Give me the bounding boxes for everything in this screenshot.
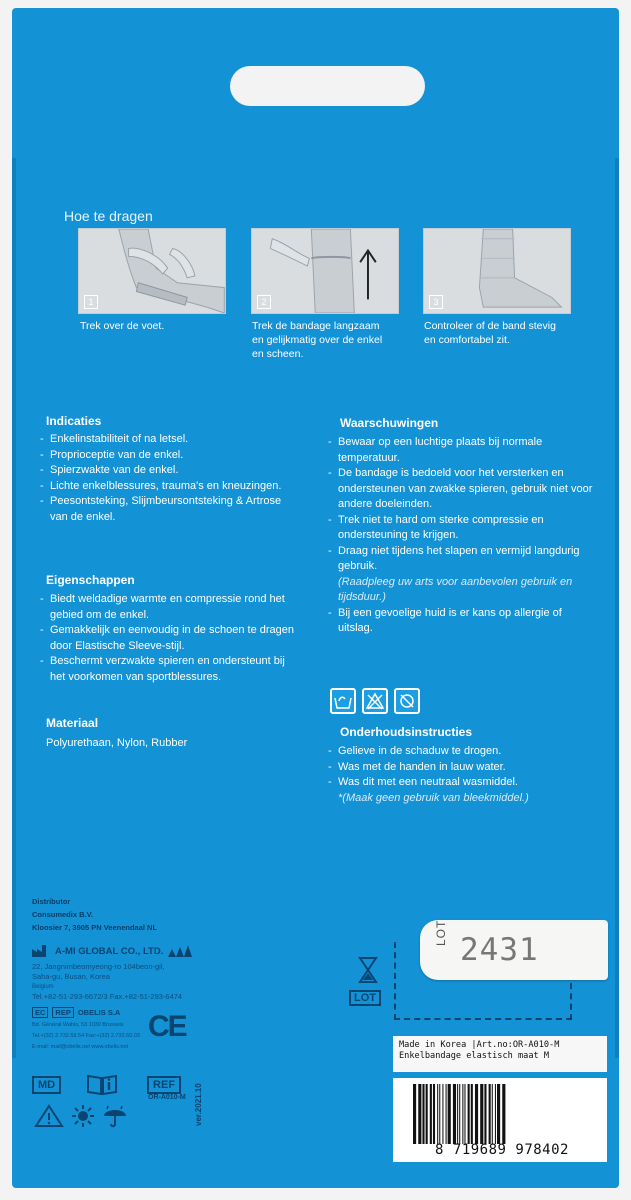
barcode-bar (502, 1084, 505, 1144)
sku-line-1: Made in Korea |Art.no:OR-A010-M (399, 1040, 560, 1050)
list-item: - Bij een gevoelige huid is er kans op allergie of uitslag. (328, 606, 596, 637)
barcode-bar (442, 1084, 443, 1144)
barcode-bar (471, 1084, 473, 1144)
version-label: ver.2021.10 (194, 1083, 203, 1126)
sku-line-2: Enkelbandage elastisch maat M (399, 1051, 550, 1061)
factory-icon (32, 945, 50, 957)
list-item: - Enkelinstabiliteit of na letsel. (40, 432, 295, 448)
barcode-bar (462, 1084, 463, 1144)
ec-label: EC (32, 1007, 48, 1018)
distributor-label: Distributor (32, 897, 71, 906)
ec-rep-line-3: E-mail: mail@obelis.net www.obelis.net (32, 1044, 129, 1050)
list-item: - Spierzwakte van de enkel. (40, 463, 295, 479)
keep-dry-icon (102, 1104, 128, 1128)
step-2-number: 2 (257, 295, 271, 309)
barcode-bar (492, 1084, 493, 1144)
distributor-address: Kloosier 7, 3905 PN Veenendaal NL (32, 923, 158, 932)
manufacturer-address-2: Saha-gu, Busan, Korea (32, 972, 110, 981)
care-note: *(Maak geen gebruik van bleekmiddel.) (338, 791, 529, 804)
barcode-bar (437, 1084, 438, 1144)
barcode (411, 1084, 593, 1144)
barcode-bar (430, 1084, 432, 1144)
right-edge (615, 158, 619, 1058)
lot-sticker (420, 920, 608, 980)
left-edge (12, 158, 16, 1058)
ref-code: OR-A010-M (148, 1094, 186, 1101)
rep-label: REP (52, 1007, 73, 1018)
barcode-bar (446, 1084, 447, 1144)
barcode-bar (468, 1084, 470, 1144)
barcode-bar (418, 1084, 421, 1144)
list-item: - Lichte enkelblessures, trauma's en kneuzingen. (40, 479, 295, 495)
lot-symbol: LOT (349, 990, 381, 1006)
barcode-bar (448, 1084, 451, 1144)
dry-in-shade-icon (394, 688, 420, 714)
material-title: Materiaal (46, 716, 99, 730)
indications-title: Indicaties (46, 414, 102, 428)
list-item: - Biedt weldadige warmte en compressie rond het gebied om de enkel. (40, 592, 295, 623)
step-3-number: 3 (429, 295, 443, 309)
ce-mark: CE (148, 1010, 186, 1043)
material-text: Polyurethaan, Nylon, Rubber (46, 737, 188, 749)
barcode-bar (495, 1084, 496, 1144)
list-item: - Gelieve in de schaduw te drogen. (328, 744, 596, 760)
barcode-bar (453, 1084, 456, 1144)
step-2-illustration (251, 228, 399, 314)
list-item: - De bandage is bedoeld voor het versterken en ondersteunen van zwakke spieren, gebruik niet voor andere doeleinden. (328, 466, 596, 513)
ec-rep-line-1: Bd. Général Wahis, 53 1030 Brussels (32, 1022, 124, 1028)
manufacturer-name: A-MI GLOBAL CO., LTD. (55, 945, 164, 957)
list-item: - Bewaar op een luchtige plaats bij normale temperatuur. (328, 435, 596, 466)
list-item: - Peesontsteking, Slijmbeursontsteking & Artrose van de enkel. (40, 494, 295, 525)
instructions-icon (86, 1074, 118, 1096)
how-to-wear-title: Hoe te dragen (64, 208, 153, 224)
indications-list (40, 432, 295, 525)
ref-symbol: REF (147, 1076, 181, 1094)
barcode-bar (439, 1084, 440, 1144)
md-symbol: MD (32, 1076, 61, 1094)
properties-list (40, 592, 295, 685)
barcode-bar (475, 1084, 478, 1144)
warnings-list (328, 435, 596, 637)
barcode-bar (457, 1084, 458, 1144)
care-title: Onderhoudsinstructies (340, 725, 473, 739)
barcode-bar (484, 1084, 486, 1144)
distributor-name: Consumedix B.V. (32, 910, 93, 919)
ankle-brace-icon (424, 229, 570, 313)
manufacturer-phone: Tel.+82-51-293-6672/3 Fax.+82-51-293-6474 (32, 992, 183, 1001)
step-3-caption: Controleer of de band stevig en comfortabel zit. (424, 320, 556, 346)
sku-label (393, 1036, 607, 1072)
barcode-bar (459, 1084, 460, 1144)
no-bleach-icon (362, 688, 388, 714)
brand-mark-icon (168, 945, 196, 957)
care-list (328, 744, 596, 806)
ec-rep-name: OBELIS S.A (77, 1008, 121, 1017)
manufacturer-country: Belgium (32, 984, 54, 990)
barcode-bar (413, 1084, 416, 1144)
barcode-bar (464, 1084, 465, 1144)
hourglass-icon (358, 956, 378, 984)
keep-away-from-sunlight-icon (70, 1104, 96, 1128)
barcode-bar (480, 1084, 483, 1144)
hand-wash-icon (330, 688, 356, 714)
step-3-illustration (423, 228, 571, 314)
list-item: - Trek niet te hard om sterke compressie en ondersteuning te krijgen. (328, 513, 596, 544)
barcode-bar (426, 1084, 428, 1144)
barcode-number: 8 719689 978402 (435, 1142, 569, 1158)
lot-sticker-tag: LOT (434, 919, 448, 946)
manufacturer-address-1: 22, Jangnimbeomyeong-ro 104beon-gil, (32, 962, 165, 971)
list-item: - Was dit met een neutraal wasmiddel. (328, 775, 596, 791)
lot-number: 2431 (460, 932, 539, 968)
hang-hole (230, 66, 425, 106)
barcode-bar (497, 1084, 500, 1144)
care-icons (330, 688, 420, 714)
list-item: - Beschermt verzwakte spieren en ondersteunt bij het voorkomen van sportblessures. (40, 654, 295, 685)
warnings-title: Waarschuwingen (340, 416, 439, 430)
barcode-bar (433, 1084, 435, 1144)
list-item: - Proprioceptie van de enkel. (40, 448, 295, 464)
ec-rep-line-2: Tel.+(32) 2.732.59.54 Fax:+(32) 2.732.60.03 (32, 1033, 140, 1039)
ec-rep (32, 1007, 120, 1018)
leg-pull-icon (252, 229, 398, 313)
barcode-bar (489, 1084, 491, 1144)
step-2-caption: Trek de bandage langzaam en gelijkmatig over de enkel en scheen. (252, 320, 383, 360)
barcode-bar (422, 1084, 424, 1144)
step-1-illustration (78, 228, 226, 314)
list-item: - Was met de handen in lauw water. (328, 760, 596, 776)
foot-sleeve-icon (79, 229, 225, 313)
warning-icon (34, 1104, 64, 1128)
warnings-note: (Raadpleeg uw arts voor aanbevolen gebruik en tijdsduur.) (338, 575, 573, 603)
manufacturer-logo (32, 945, 196, 957)
list-item: - Gemakkelijk en eenvoudig in de schoen te dragen door Elastische Sleeve-stijl. (40, 623, 295, 654)
list-item: - Draag niet tijdens het slapen en vermijd langdurig gebruik. (328, 544, 596, 575)
step-1-number: 1 (84, 295, 98, 309)
properties-title: Eigenschappen (46, 573, 135, 587)
barcode-panel (393, 1078, 607, 1162)
step-1-caption: Trek over de voet. (80, 320, 165, 332)
